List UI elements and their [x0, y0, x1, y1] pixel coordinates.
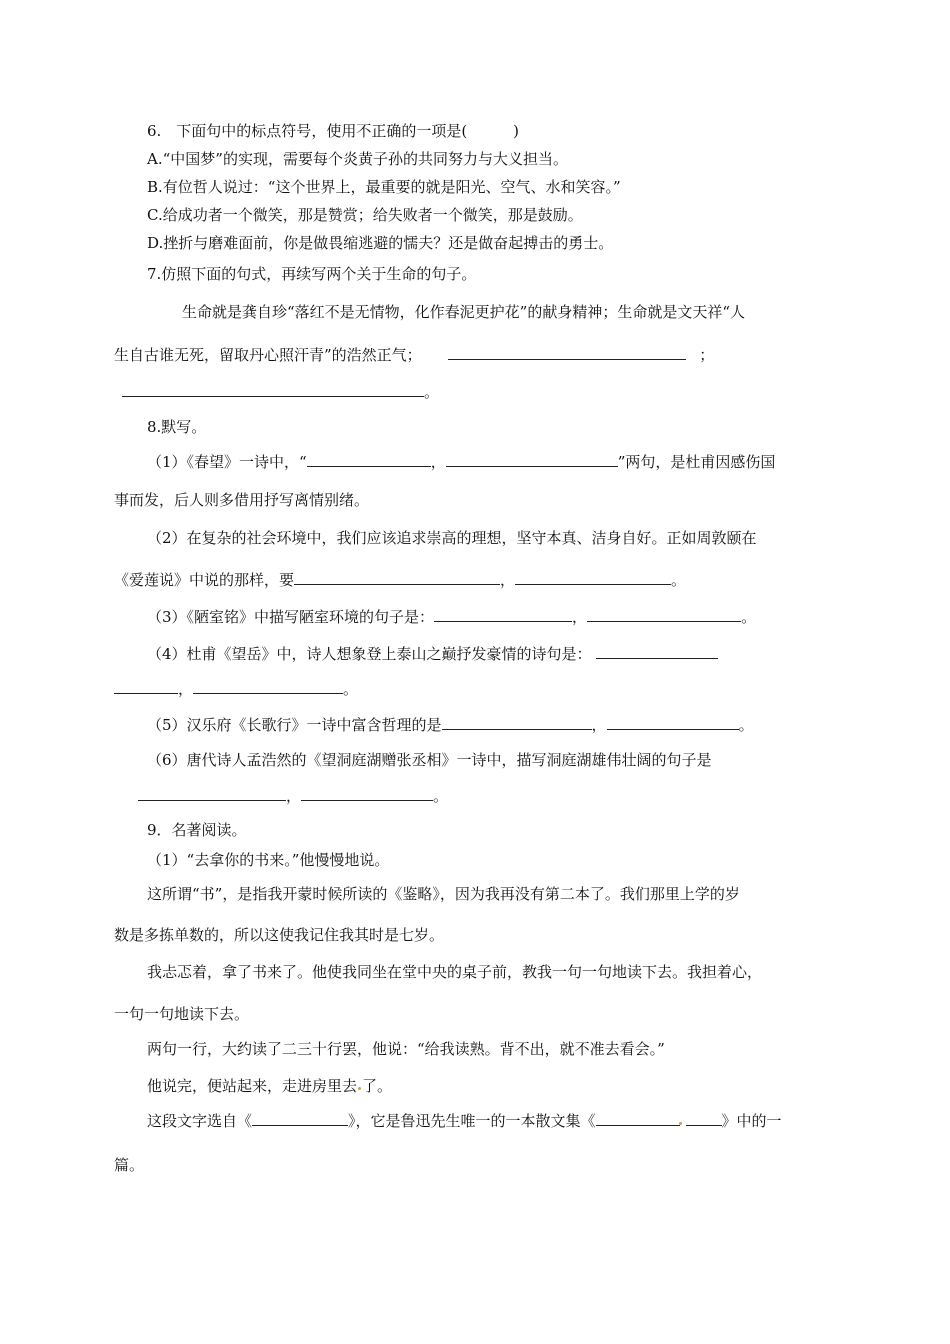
stray-dot-2 — [679, 1122, 682, 1125]
q8-item3-blank-2[interactable] — [587, 607, 741, 622]
q9-p1-line2: 数是多拣单数的，所以这使我记住我其时是七岁。 — [114, 926, 445, 944]
q8-item4-blank-3[interactable] — [193, 679, 343, 694]
q8-item3: （3）《陋室铭》中描写陋室环境的句子是： ， 。 — [147, 608, 757, 626]
q8-item6-blank-1[interactable] — [138, 786, 286, 801]
q8-item5-blank-1[interactable] — [442, 715, 592, 730]
q8-item6-blank-2[interactable] — [301, 786, 433, 801]
q6-option-a: A.“中国梦”的实现，需要每个炎黄子孙的共同努力与大义担当。 — [147, 150, 568, 168]
q6-option-d: D.挫折与磨难面前，你是做畏缩逃避的懦夫？还是做奋起搏击的勇士。 — [147, 234, 614, 252]
q8-item1-blank-1[interactable] — [307, 452, 431, 467]
q9-p4: 他说完，便站起来，走进房里去 了。 — [147, 1077, 393, 1095]
q8-item4-blank-2[interactable] — [114, 679, 178, 694]
q8-item6-line2: ， 。 — [138, 786, 448, 806]
q8-item2-line2: 《爱莲说》中说的那样，要 ， 。 — [114, 571, 687, 589]
q9-p3: 两句一行，大约读了二三十行罢，他说：“给我读熟。背不出，就不准去看会。” — [147, 1040, 665, 1058]
q9-stem: 9．名著阅读。 — [147, 821, 247, 839]
q8-item5: （5）汉乐府《长歌行》一诗中富含哲理的是 ， 。 — [147, 716, 754, 734]
q7-example-line1: 生命就是龚自珍“落红不是无情物，化作春泥更护花”的献身精神；生命就是文天祥“人 — [182, 303, 746, 321]
q6-option-c: C.给成功者一个微笑，那是赞赏；给失败者一个微笑，那是鼓励。 — [147, 206, 583, 224]
q7-line3: 。 — [122, 382, 439, 402]
q7-blank-2[interactable] — [122, 382, 424, 397]
q9-blank-1[interactable] — [252, 1111, 348, 1126]
q7-stem: 7.仿照下面的句式，再续写两个关于生命的句子。 — [147, 265, 477, 283]
q8-item2-blank-2[interactable] — [515, 570, 671, 585]
q8-item2-line1: （2）在复杂的社会环境中，我们应该追求崇高的理想，坚守本真、洁身自好。正如周敦颐在 — [147, 529, 757, 547]
q6-answer-blank[interactable] — [467, 122, 513, 136]
q9-final-line1: 这段文字选自《 》，它是鲁迅先生唯一的一本散文集《 》中的一 — [147, 1112, 782, 1130]
q6-option-b: B.有位哲人说过：“这个世界上，最重要的就是阳光、空气、水和笑容。” — [147, 178, 621, 196]
q8-item3-blank-1[interactable] — [434, 607, 572, 622]
q8-item4-line2: ， 。 — [114, 679, 358, 699]
q8-item1: （1）《春望》一诗中，“ ， ”两句，是杜甫因感伤国 — [147, 453, 776, 471]
q8-item1-line2: 事而发，后人则多借用抒写离情别绪。 — [114, 491, 370, 509]
q8-item4-blank-1[interactable] — [596, 644, 718, 659]
q9-p2-line1: 我忐忑着，拿了书来了。他使我同坐在堂中央的桌子前，教我一句一句地读下去。我担着心， — [147, 963, 763, 981]
q8-item4: （4）杜甫《望岳》中，诗人想象登上泰山之巅抒发豪情的诗句是： — [147, 644, 718, 664]
q8-item5-blank-2[interactable] — [607, 715, 739, 730]
q8-stem: 8.默写。 — [147, 418, 207, 436]
q6-stem: 6. 下面句中的标点符号，使用不正确的一项是( ) — [147, 122, 520, 140]
q9-blank-2[interactable] — [596, 1111, 680, 1126]
q7-example-line2: 生自古谁无死，留取丹心照汗青”的浩然正气； ； — [114, 346, 715, 364]
q9-p2-line2: 一句一句地读下去。 — [114, 1005, 250, 1023]
q8-item1-blank-2[interactable] — [446, 452, 618, 467]
q8-item2-blank-1[interactable] — [294, 570, 500, 585]
q9-blank-2b[interactable] — [686, 1111, 722, 1126]
q9-p1-line1: 这所谓“书”，是指我开蒙时候所读的《鉴略》，因为我再没有第二本了。我们那里上学的岁 — [147, 885, 740, 903]
q8-item6-line1: （6）唐代诗人孟浩然的《望洞庭湖赠张丞相》一诗中，描写洞庭湖雄伟壮阔的句子是 — [147, 751, 712, 769]
q9-final-line2: 篇。 — [114, 1156, 145, 1174]
q7-blank-1[interactable] — [448, 345, 686, 360]
stray-dot — [358, 1087, 361, 1090]
q9-sub1: （1）“去拿你的书来。”他慢慢地说。 — [147, 851, 390, 869]
